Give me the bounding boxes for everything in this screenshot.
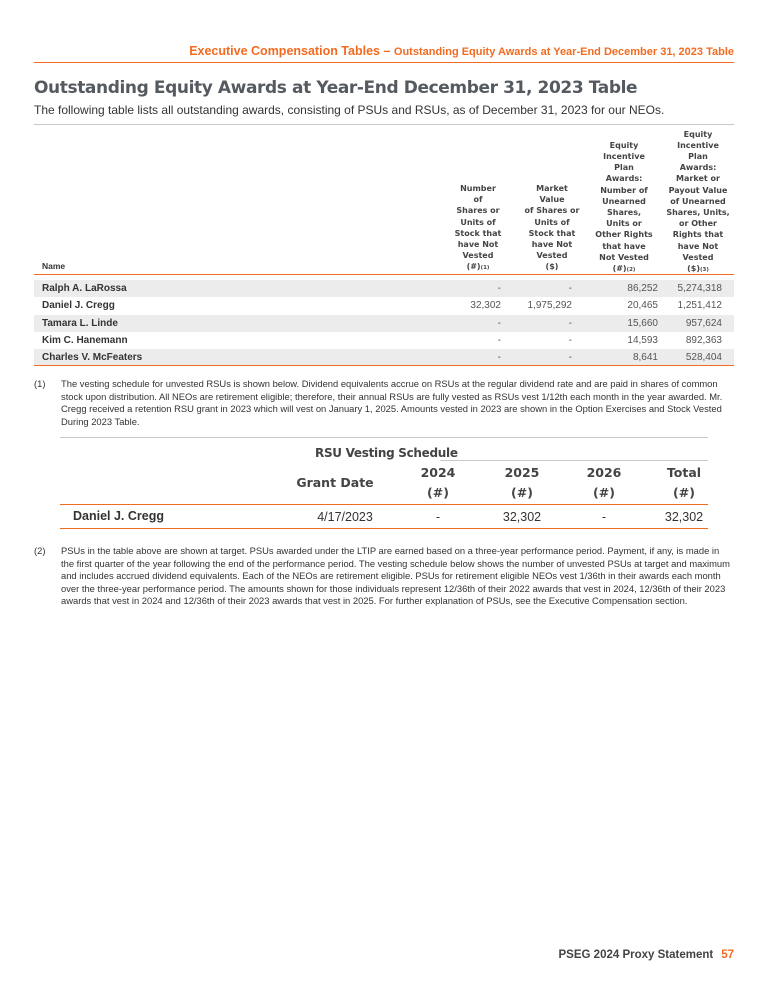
row-value-c3: 14,593 bbox=[627, 334, 658, 346]
table-row bbox=[34, 297, 734, 314]
rsu-header-2026: 2026 (#) bbox=[586, 465, 622, 500]
rsu-row-2024: - bbox=[435, 510, 441, 524]
rsu-header-divider bbox=[60, 504, 708, 505]
rsu-bottom-divider bbox=[60, 528, 708, 529]
column-header-shares: Number of Shares or Units of Stock that have Not Vested (#)(1) bbox=[454, 184, 502, 272]
row-value-c4: 892,363 bbox=[685, 334, 722, 346]
section-header-sub: Outstanding Equity Awards at Year-End December 31, 2023 Table bbox=[393, 46, 734, 58]
table-row bbox=[34, 332, 734, 349]
row-value-c4: 528,404 bbox=[685, 352, 722, 364]
footer-text: PSEG 2024 Proxy Statement bbox=[558, 949, 714, 961]
row-value-c4: 957,624 bbox=[685, 317, 722, 329]
column-header-payout-value: Equity Incentive Plan Awards: Market or Payout Value of Unearned Shares, Units, or Other Rights that have Not Vested ($)(3) bbox=[666, 129, 730, 274]
page-title: Outstanding Equity Awards at Year-End December 31, 2023 Table bbox=[34, 78, 638, 98]
row-value-c1: - bbox=[497, 334, 501, 346]
table-row bbox=[34, 349, 734, 366]
row-value-c3: 20,465 bbox=[627, 300, 658, 312]
rsu-header-2025: 2025 (#) bbox=[504, 465, 540, 500]
section-header-main: Executive Compensation Tables – bbox=[189, 44, 394, 58]
rsu-row-2026: - bbox=[601, 510, 607, 524]
table-row bbox=[34, 315, 734, 332]
footnote-1 bbox=[34, 378, 734, 428]
rsu-table-top-divider bbox=[60, 437, 708, 438]
row-value-c1: - bbox=[497, 283, 501, 294]
footnote-1-number: (1) bbox=[34, 378, 46, 389]
rsu-header-grant-date: Grant Date bbox=[296, 475, 374, 490]
row-name: Daniel J. Cregg bbox=[42, 300, 115, 312]
page-number: 57 bbox=[721, 949, 734, 961]
rsu-row-2025: 32,302 bbox=[502, 510, 542, 524]
row-name: Ralph A. LaRossa bbox=[42, 283, 127, 294]
footnote-1-text: The vesting schedule for unvested RSUs is shown below. Dividend equivalents accrue on RSUs at the regular dividend rate and are paid in shares of common stock upon distribution. All NEOs are retirement eligible; therefore, their annual RSUs are fully vested as RSUs vest 1/12th each month in the year awarded. Mr. Cregg received a retention RSU grant in 2023 which will vest on January 1, 2025. Amounts vested in 2023 are shown in the Option Exercises and Stock Vested During 2023 Table. bbox=[61, 378, 723, 427]
rsu-table-title: RSU Vesting Schedule bbox=[315, 446, 458, 460]
row-value-c1: - bbox=[497, 317, 501, 329]
row-value-c2: - bbox=[568, 352, 572, 364]
row-value-c2: - bbox=[568, 283, 572, 294]
rsu-title-divider bbox=[440, 460, 708, 461]
rsu-header-total: Total (#) bbox=[666, 465, 702, 500]
row-value-c2: - bbox=[568, 317, 572, 329]
header-divider bbox=[34, 62, 734, 63]
row-value-c4: 1,251,412 bbox=[677, 300, 722, 312]
row-value-c2: - bbox=[568, 334, 572, 346]
column-header-name: Name bbox=[42, 261, 66, 271]
table-top-divider bbox=[34, 124, 734, 125]
footnote-2-text: PSUs in the table above are shown at target. PSUs awarded under the LTIP are earned based on a three-year performance period. Payment, if any, is made in the first quarter of the year following the end of the performance period. The vesting schedule below shows the number of unvested PSUs at target and maximum and includes accrued dividend equivalents. Each of the NEOs are retirement eligible. PSUs for retirement eligible NEOs vest 1/36th in their awards each month over the three-year performance period. The amounts shown for those individuals represent 12/36th of their 2022 awards that vest in 2024, 12/36th of their 2023 awards that vest in 2024 and 12/36th of their 2023 awards that vest in 2025. For further explanation of PSUs, see the Executive Compensation section. bbox=[61, 545, 730, 607]
page-footer bbox=[559, 949, 734, 961]
rsu-row-date: 4/17/2023 bbox=[317, 510, 373, 524]
table-header-divider bbox=[34, 274, 734, 275]
rsu-row-total: 32,302 bbox=[664, 510, 704, 524]
column-header-unearned-shares: Equity Incentive Plan Awards: Number of Unearned Shares, Units or Other Rights that have Not Vested (#)(2) bbox=[595, 140, 653, 274]
row-name: Charles V. McFeaters bbox=[42, 352, 143, 364]
table-bottom-divider bbox=[34, 365, 734, 366]
row-value-c3: 8,641 bbox=[632, 352, 658, 364]
column-header-market-value: Market Value of Shares or Units of Stock that have Not Vested ($) bbox=[524, 184, 580, 272]
row-value-c3: 86,252 bbox=[627, 283, 658, 294]
row-value-c3: 15,660 bbox=[627, 317, 658, 329]
row-value-c1: - bbox=[497, 352, 501, 364]
table-row bbox=[34, 280, 734, 297]
rsu-row-name: Daniel J. Cregg bbox=[73, 509, 164, 523]
intro-text: The following table lists all outstanding awards, consisting of PSUs and RSUs, as of December 31, 2023 for our NEOs. bbox=[34, 103, 665, 117]
row-value-c2: 1,975,292 bbox=[527, 300, 572, 312]
row-value-c1: 32,302 bbox=[470, 300, 501, 312]
rsu-header-2024: 2024 (#) bbox=[420, 465, 456, 500]
row-name: Tamara L. Linde bbox=[42, 317, 118, 329]
footnote-2-number: (2) bbox=[34, 545, 46, 556]
row-value-c4: 5,274,318 bbox=[677, 283, 722, 294]
row-name: Kim C. Hanemann bbox=[42, 334, 128, 346]
footnote-2 bbox=[34, 545, 734, 608]
section-header bbox=[189, 44, 734, 58]
